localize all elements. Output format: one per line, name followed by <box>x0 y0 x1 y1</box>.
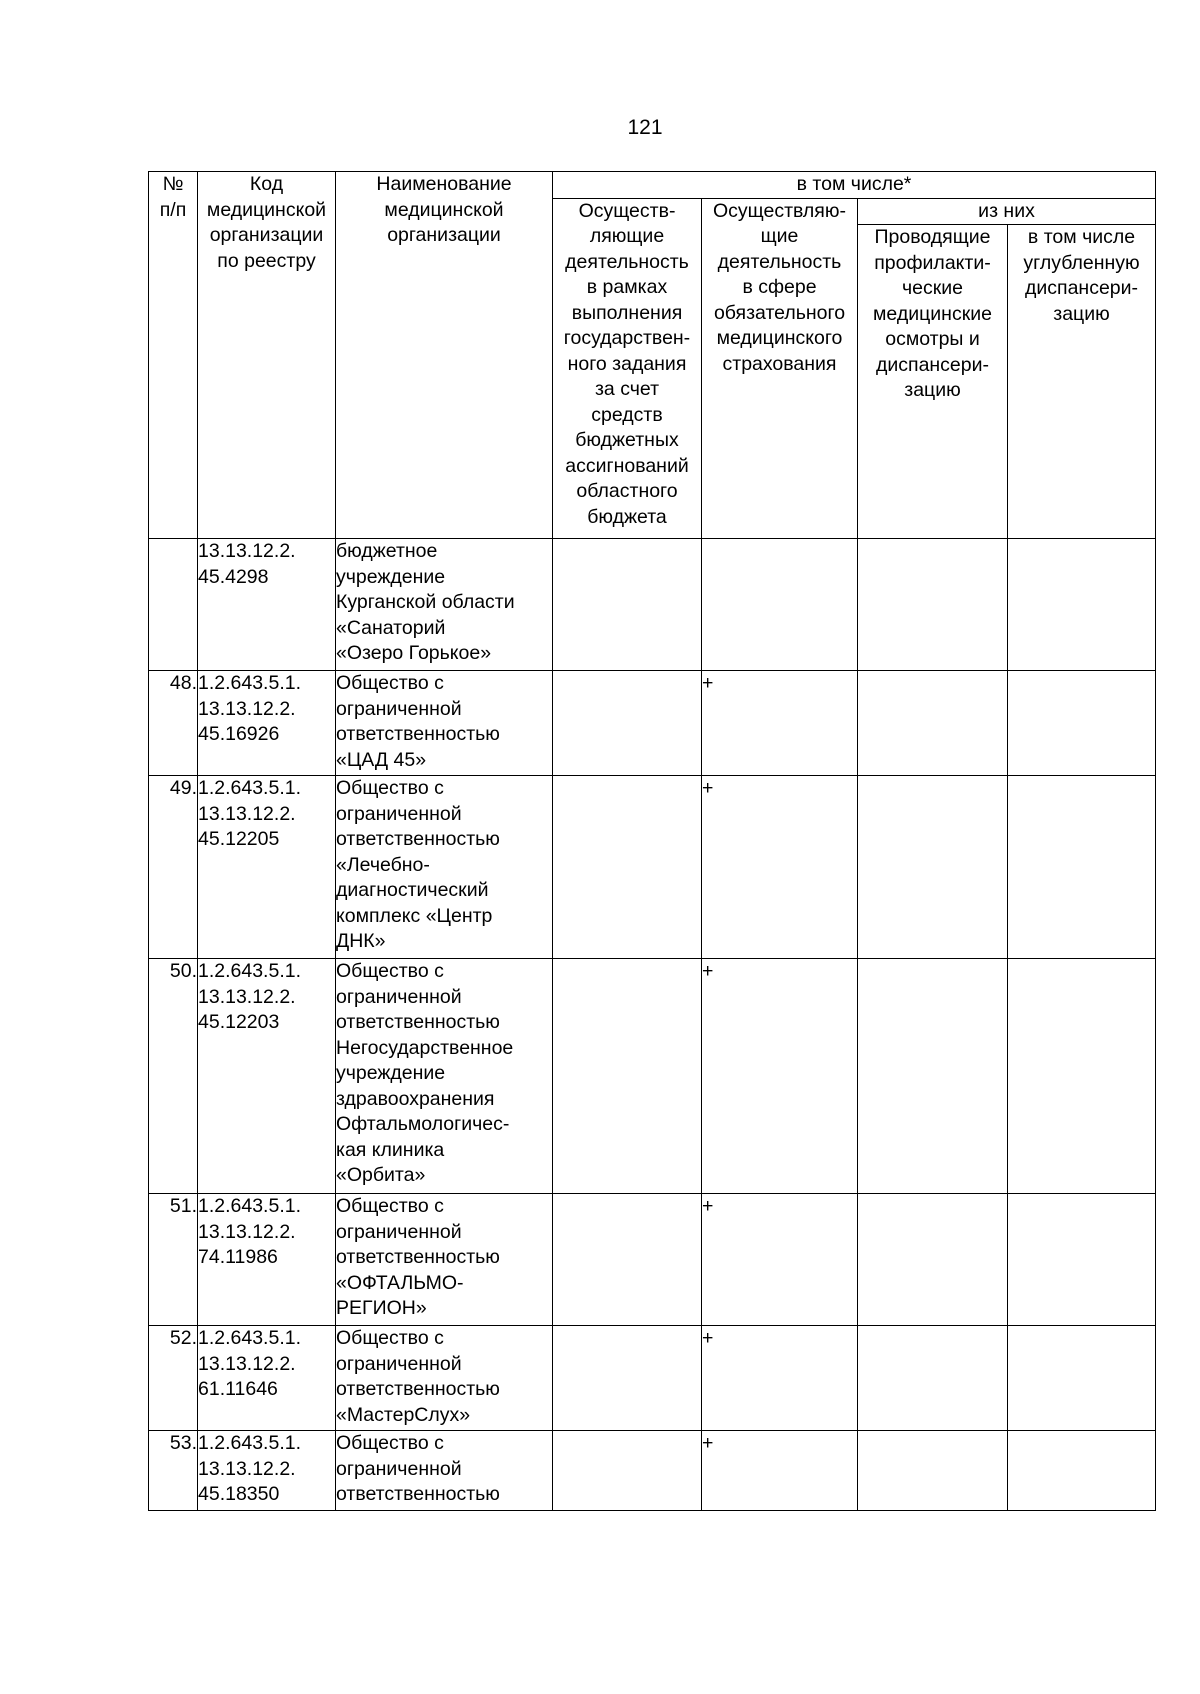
row-code: 1.2.643.5.1. 13.13.12.2. 45.12203 <box>198 959 336 1194</box>
table-row <box>149 776 1156 959</box>
header-state-task: Осуществ- ляющие деятельность в рамках выполнения государствен- ного задания за счет средств бюджетных ассигнований областного бюджета <box>553 198 702 539</box>
table-row <box>149 671 1156 776</box>
row-org-name: Общество с ограниченной ответственностью «Лечебно- диагностический комплекс «Центр ДНК» <box>336 776 553 959</box>
header-row-1 <box>149 172 1156 199</box>
row-state-task-mark <box>553 1194 702 1326</box>
row-num: 48. <box>149 671 198 776</box>
header-checkups: Проводящие профилакти- ческие медицинские осмотры и диспансери- зацию <box>858 225 1008 539</box>
row-in-depth-mark <box>1008 671 1156 776</box>
table-row <box>149 1326 1156 1431</box>
row-checkups-mark <box>858 539 1008 671</box>
row-in-depth-mark <box>1008 776 1156 959</box>
row-checkups-mark <box>858 671 1008 776</box>
row-code: 1.2.643.5.1. 13.13.12.2. 45.12205 <box>198 776 336 959</box>
row-state-task-mark <box>553 959 702 1194</box>
row-org-name: Общество с ограниченной ответственностью «ОФТАЛЬМО- РЕГИОН» <box>336 1194 553 1326</box>
table-header <box>149 172 1156 539</box>
header-oms: Осуществляю- щие деятельность в сфере обязательного медицинского страхования <box>702 198 858 539</box>
row-code: 1.2.643.5.1. 13.13.12.2. 61.11646 <box>198 1326 336 1431</box>
row-checkups-mark <box>858 1431 1008 1511</box>
row-oms-mark <box>702 539 858 671</box>
row-in-depth-mark <box>1008 959 1156 1194</box>
row-org-name: Общество с ограниченной ответственностью «ЦАД 45» <box>336 671 553 776</box>
row-in-depth-mark <box>1008 1326 1156 1431</box>
row-org-name: Общество с ограниченной ответственностью Негосударственное учреждение здравоохранения Офтальмологичес- кая клиника «Орбита» <box>336 959 553 1194</box>
row-oms-mark: + <box>702 1431 858 1511</box>
table-row <box>149 539 1156 671</box>
row-num: 53. <box>149 1431 198 1511</box>
row-in-depth-mark <box>1008 1194 1156 1326</box>
row-num <box>149 539 198 671</box>
row-num: 52. <box>149 1326 198 1431</box>
row-checkups-mark <box>858 776 1008 959</box>
header-including: в том числе* <box>553 172 1156 199</box>
row-org-name: Общество с ограниченной ответственностью <box>336 1431 553 1511</box>
row-code: 1.2.643.5.1. 13.13.12.2. 74.11986 <box>198 1194 336 1326</box>
row-code: 1.2.643.5.1. 13.13.12.2. 45.18350 <box>198 1431 336 1511</box>
table-row <box>149 1194 1156 1326</box>
row-checkups-mark <box>858 1194 1008 1326</box>
row-code: 1.2.643.5.1. 13.13.12.2. 45.16926 <box>198 671 336 776</box>
row-oms-mark: + <box>702 671 858 776</box>
row-oms-mark: + <box>702 776 858 959</box>
row-num: 51. <box>149 1194 198 1326</box>
medical-organizations-table <box>148 171 1156 1511</box>
row-num: 49. <box>149 776 198 959</box>
row-in-depth-mark <box>1008 539 1156 671</box>
row-org-name: бюджетное учреждение Курганской области «Санаторий «Озеро Горькое» <box>336 539 553 671</box>
row-checkups-mark <box>858 959 1008 1194</box>
header-code: Код медицинской организации по реестру <box>198 172 336 539</box>
row-oms-mark: + <box>702 1194 858 1326</box>
row-in-depth-mark <box>1008 1431 1156 1511</box>
header-name: Наименование медицинской организации <box>336 172 553 539</box>
row-state-task-mark <box>553 539 702 671</box>
row-state-task-mark <box>553 671 702 776</box>
table-row <box>149 959 1156 1194</box>
page-number: 121 <box>627 116 663 139</box>
header-num: № п/п <box>149 172 198 539</box>
row-state-task-mark <box>553 1431 702 1511</box>
table-row <box>149 1431 1156 1511</box>
row-oms-mark: + <box>702 1326 858 1431</box>
row-oms-mark: + <box>702 959 858 1194</box>
row-state-task-mark <box>553 1326 702 1431</box>
header-of-them: из них <box>858 198 1156 225</box>
row-state-task-mark <box>553 776 702 959</box>
table-body <box>149 539 1156 1511</box>
row-code: 13.13.12.2. 45.4298 <box>198 539 336 671</box>
row-checkups-mark <box>858 1326 1008 1431</box>
header-in-depth: в том числе углубленную диспансери- зацию <box>1008 225 1156 539</box>
row-org-name: Общество с ограниченной ответственностью «МастерСлух» <box>336 1326 553 1431</box>
row-num: 50. <box>149 959 198 1194</box>
